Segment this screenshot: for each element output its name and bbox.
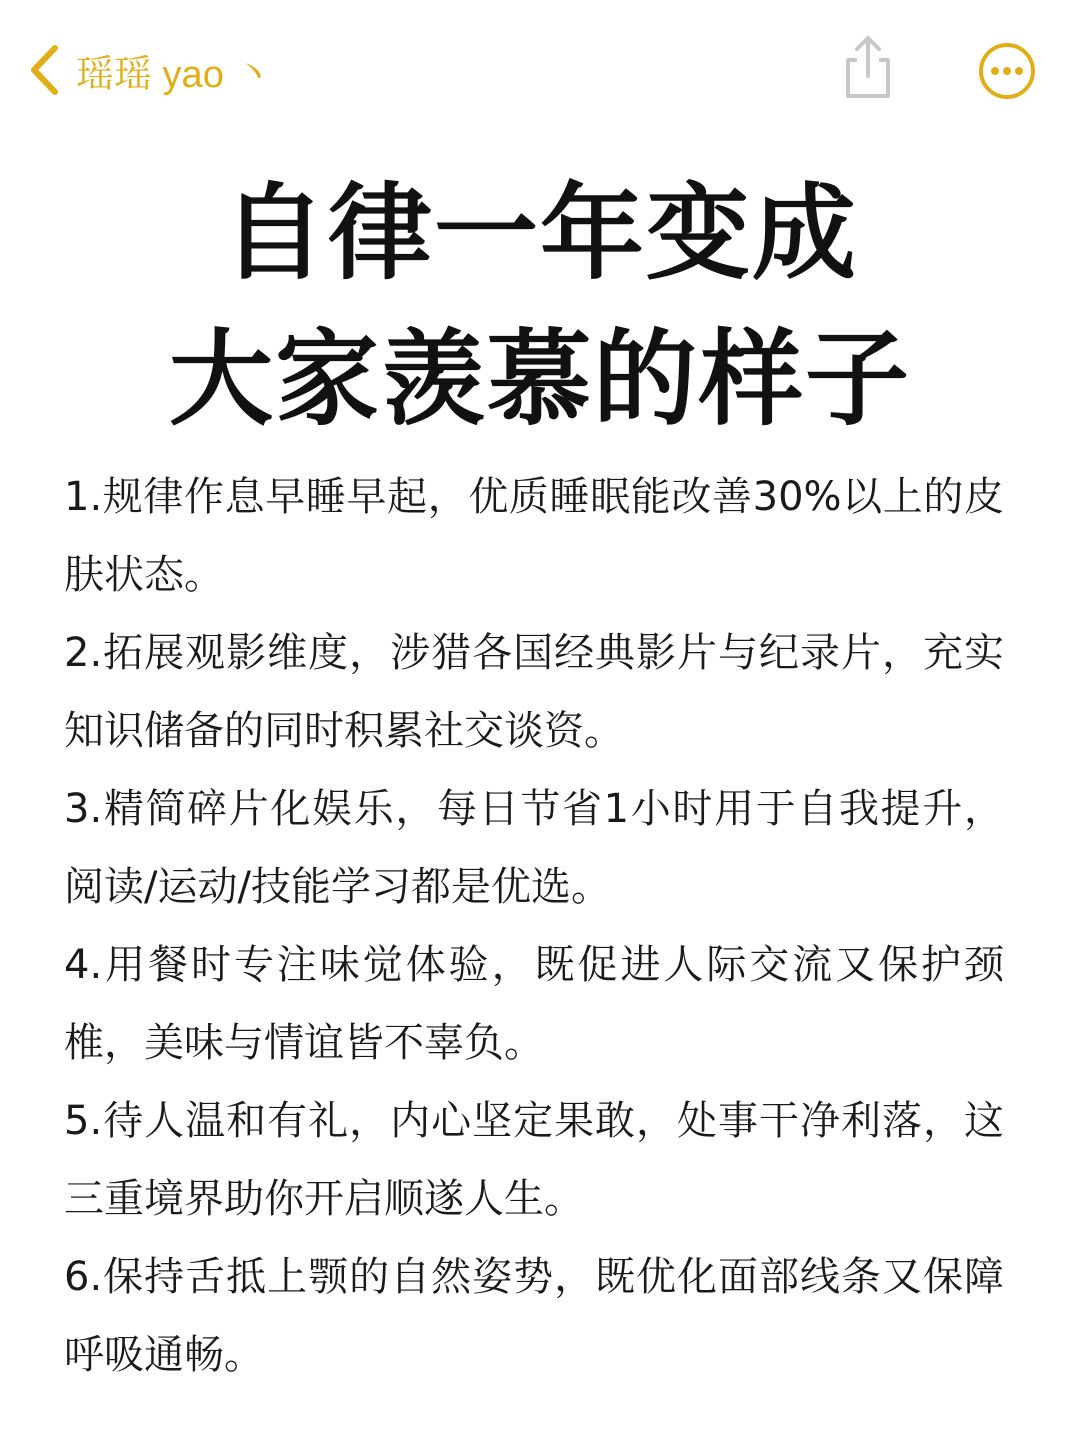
back-button[interactable] <box>28 40 272 100</box>
note-body <box>64 458 1004 1394</box>
more-options-icon <box>978 87 1036 104</box>
list-item: 5.待人温和有礼，内心坚定果敢，处事干净利落，这三重境界助你开启顺遂人生。 <box>64 1098 1004 1222</box>
title-line-2: 大家羡慕的样子 <box>168 318 911 440</box>
list-item: 1.规律作息早睡早起，优质睡眠能改善30%以上的皮肤状态。 <box>64 474 1004 598</box>
back-label: 瑶瑶 yao 丶 <box>76 53 273 96</box>
title-line-1: 自律一年变成 <box>221 172 858 294</box>
chevron-left-icon <box>28 44 60 96</box>
more-options-button[interactable] <box>978 42 1036 100</box>
page-title <box>0 160 1080 452</box>
list-item: 4.用餐时专注味觉体验，既促进人际交流又保护颈椎，美味与情谊皆不辜负。 <box>64 942 1004 1066</box>
list-item: 3.精简碎片化娱乐，每日节省1小时用于自我提升，阅读/运动/技能学习都是优选。 <box>64 786 1004 910</box>
share-button[interactable] <box>838 34 898 102</box>
share-icon <box>838 89 898 106</box>
top-navigation-bar <box>0 0 1080 140</box>
list-item: 2.拓展观影维度，涉猎各国经典影片与纪录片，充实知识储备的同时积累社交谈资。 <box>64 630 1004 754</box>
list-item: 6.保持舌抵上颚的自然姿势，既优化面部线条又保障呼吸通畅。 <box>64 1254 1004 1378</box>
